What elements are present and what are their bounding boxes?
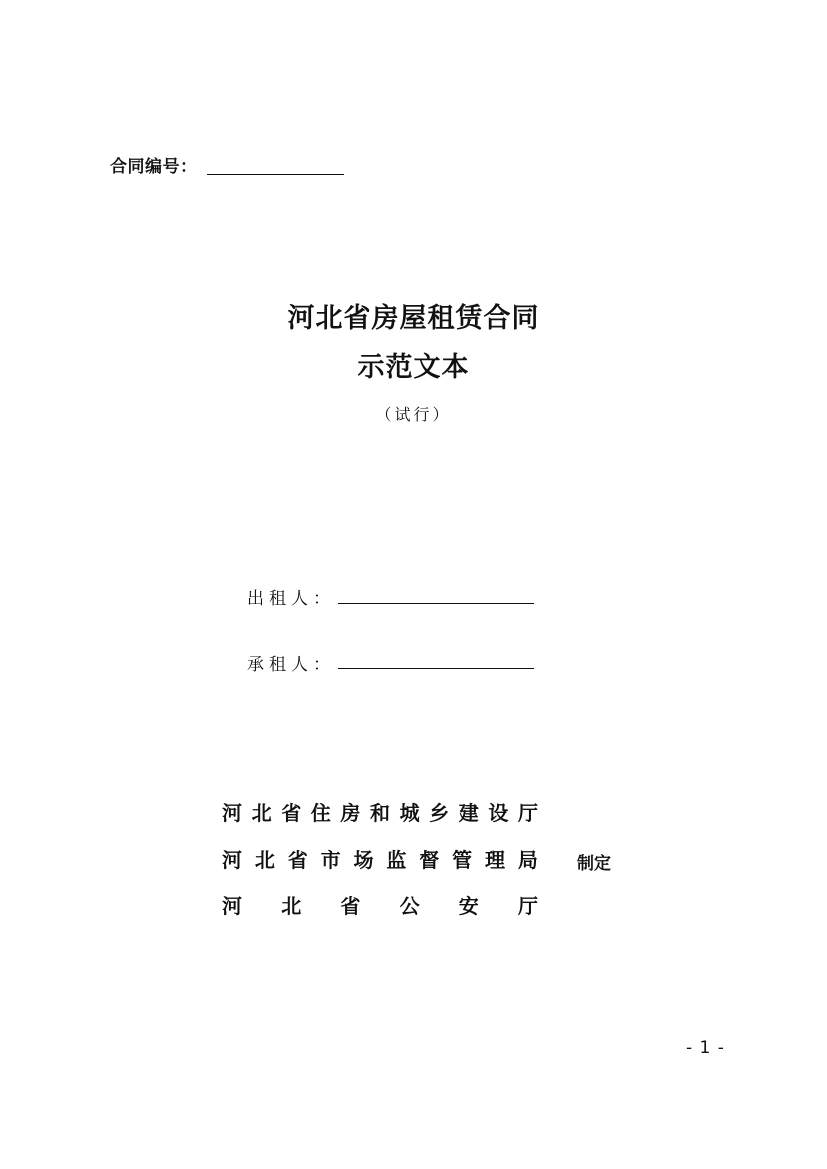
issuer-char: 监 <box>386 848 407 872</box>
issuer-char: 河 <box>222 894 242 918</box>
issuer-char: 安 <box>458 894 479 918</box>
issuer-market-regulation-bureau <box>222 844 538 873</box>
issuer-char: 北 <box>281 894 302 918</box>
issuer-char: 建 <box>458 801 479 825</box>
lessee-label: 承租人： <box>247 655 335 675</box>
document-subtitle: 示范文本 <box>357 352 470 383</box>
lessee-blank[interactable] <box>338 668 534 669</box>
issuer-char: 和 <box>369 801 390 825</box>
issuer-char: 省 <box>340 894 361 918</box>
issuer-char: 市 <box>320 848 341 872</box>
lessor-blank[interactable] <box>338 603 534 604</box>
issuer-char: 省 <box>287 848 308 872</box>
issuer-char: 北 <box>254 848 275 872</box>
issuer-char: 北 <box>251 801 272 825</box>
issuer-char: 局 <box>517 848 538 872</box>
document-title: 河北省房屋租赁合同 <box>287 303 540 334</box>
issued-by-label: 制定 <box>577 854 611 874</box>
issuer-char: 厅 <box>517 894 538 918</box>
issuer-char: 城 <box>399 801 420 825</box>
issuer-char: 督 <box>419 848 440 872</box>
contract-number-label: 合同编号： <box>110 157 198 177</box>
issuer-char: 河 <box>222 801 242 825</box>
contract-number-blank[interactable] <box>207 174 344 175</box>
issuer-char: 设 <box>488 801 509 825</box>
issuer-char: 理 <box>485 848 505 872</box>
issuer-char: 乡 <box>429 801 450 825</box>
issuer-char: 住 <box>310 801 331 825</box>
issuer-housing-department <box>222 797 538 826</box>
issuer-char: 厅 <box>517 801 538 825</box>
issuer-char: 河 <box>222 848 242 872</box>
issuer-char: 省 <box>281 801 302 825</box>
page-number: - 1 - <box>686 1038 725 1058</box>
lessor-label: 出租人： <box>247 589 335 609</box>
issuer-char: 管 <box>452 848 473 872</box>
issuer-char: 公 <box>399 894 420 918</box>
issuer-char: 房 <box>340 801 361 825</box>
issuer-public-security-department <box>222 890 538 919</box>
trial-note: （试行） <box>375 405 452 424</box>
issuer-char: 场 <box>353 848 374 872</box>
